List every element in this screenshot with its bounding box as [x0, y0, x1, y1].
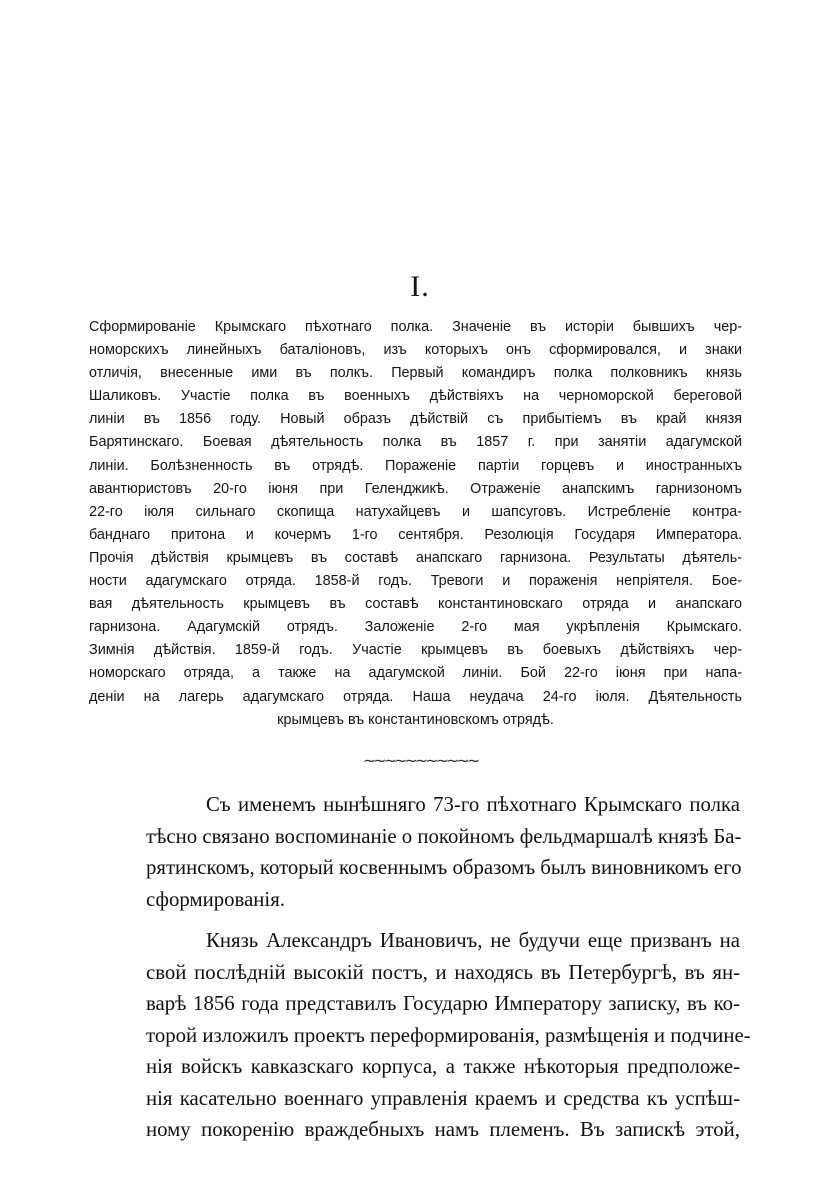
summary-line: гарнизона. Адагумскій отрядъ. Заложеніе 2-го мая укрѣпленія Крымскаго.: [89, 619, 742, 636]
summary-line: линіи въ 1856 году. Новый образъ дѣйствій съ прибытіемъ въ край князя: [89, 411, 742, 428]
body-text: [146, 789, 751, 1146]
paragraph-2-line: Князь Александръ Ивановичъ, не будучи еще призванъ на: [206, 929, 740, 952]
paragraph-2-line: ному покоренію враждебныхъ намъ племенъ. Въ запискѣ этой,: [146, 1118, 740, 1141]
summary-line: Шаликовъ. Участіе полка въ военныхъ дѣйствіяхъ на черноморской береговой: [89, 388, 742, 405]
summary-line: банднаго притона и кочермъ 1-го сентября. Резолюція Государя Императора.: [89, 526, 742, 543]
summary-line: деніи на лагерь адагумскаго отряда. Наша неудача 24-го іюля. Дѣятельность: [89, 688, 742, 705]
summary-line: вая дѣятельность крымцевъ въ составѣ константиновскаго отряда и анапскаго: [89, 596, 742, 613]
paragraph-2-line: торой изложилъ проектъ переформированія, размѣщенія и подчине-: [146, 1023, 751, 1047]
summary-line: номорскаго отряда, а также на адагумской линіи. Бой 22-го іюня при напа-: [89, 665, 742, 682]
paragraph-1-line: рятинскомъ, который косвеннымъ образомъ былъ виновникомъ его: [146, 856, 742, 879]
paragraph-2-line: нія войскъ кавказскаго корпуса, а также нѣкоторыя предположе-: [146, 1055, 740, 1078]
paragraph-1-line: сформированія.: [146, 887, 285, 911]
paragraph-2-line: нія касательно военнаго управленія краемъ и средства къ успѣш-: [146, 1086, 740, 1110]
summary-line: Прочія дѣйствія крымцевъ въ составѣ анапскаго гарнизона. Результаты дѣятель-: [89, 549, 742, 566]
chapter-summary: [89, 316, 742, 732]
paragraph-2-line: свой послѣдній высокій постъ, и находясь въ Петербургѣ, въ ян-: [146, 960, 740, 984]
summary-line: ности адагумскаго отряда. 1858-й годъ. Тревоги и пораженія непріятеля. Бое-: [89, 573, 742, 590]
paragraph-1-line: тѣсно связано воспоминаніе о покойномъ фельдмаршалѣ князѣ Ба-: [146, 824, 742, 848]
chapter-number: I.: [410, 270, 430, 303]
ornamental-divider: ~~~~~~~~~~~: [362, 751, 478, 770]
summary-line: авантюристовъ 20-го іюня при Геленджикѣ. Отраженіе анапскимъ гарнизономъ: [89, 480, 742, 497]
paragraph-gap: [146, 915, 740, 925]
summary-line: крымцевъ въ константиновскомъ отрядѣ.: [277, 711, 554, 728]
summary-line: Зимнія дѣйствія. 1859-й годъ. Участіе крымцевъ въ боевыхъ дѣйствіяхъ чер-: [89, 642, 742, 659]
summary-line: линіи. Болѣзненность въ отрядѣ. Пораженіе партіи горцевъ и иностранныхъ: [89, 457, 742, 474]
summary-line: 22-го іюля сильнаго скопища натухайцевъ и шапсуговъ. Истребленіе контра-: [89, 503, 742, 520]
summary-line: Барятинскаго. Боевая дѣятельность полка въ 1857 г. при занятіи адагумской: [89, 434, 742, 451]
paragraph-1-line: Съ именемъ нынѣшняго 73-го пѣхотнаго Крымскаго полка: [206, 793, 740, 816]
paragraph-2-line: варѣ 1856 года представилъ Государю Императору записку, въ ко-: [146, 992, 740, 1015]
summary-line: номорскихъ линейныхъ баталіоновъ, изъ которыхъ онъ сформировался, и знаки: [89, 342, 742, 359]
summary-line: отличія, внесенные ими въ полкъ. Первый командиръ полка полковникъ князь: [89, 365, 742, 382]
summary-line: Сформированіе Крымскаго пѣхотнаго полка. Значеніе въ исторіи бывшихъ чер-: [89, 319, 742, 335]
